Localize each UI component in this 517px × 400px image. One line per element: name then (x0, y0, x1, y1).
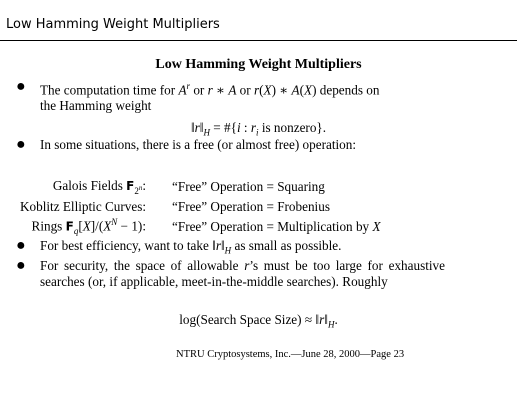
search-space-equation: log(Search Space Size) ≈ $‖r‖_H$. (179, 312, 338, 330)
bullet-dot: ● (16, 237, 26, 254)
bullet-dot: ● (16, 136, 26, 153)
header-divider (0, 40, 517, 41)
operation-value: “Free” Operation = Frobenius (172, 199, 330, 214)
operation-label: Koblitz Elliptic Curves: (20, 199, 146, 214)
table-row (20, 177, 381, 197)
bullet-3-text: For best efficiency, want to take $‖r‖_H$ as small as possible. (40, 238, 342, 256)
bullet-dot: ● (16, 78, 26, 95)
bullet-1-text: The computation time for $A^r$ or r ∗ A or r(X) ∗ A(X) depends on the Hamming weight (40, 81, 380, 114)
operation-value: “Free” Operation = Multiplication by X (172, 219, 381, 234)
bullet-4-text: For security, the space of allowable r’s must be too large for exhaustive searches (or, if applicable, meet-in-the-middle searches). Roughly (40, 258, 445, 289)
header-title: Low Hamming Weight Multipliers (6, 17, 220, 32)
operation-label: Rings $F_q[X]/(X^N - 1)$: (31, 217, 146, 237)
operation-value: “Free” Operation = Squaring (172, 179, 325, 194)
slide-title: Low Hamming Weight Multipliers (155, 57, 362, 72)
table-row (20, 197, 381, 217)
footer-text: NTRU Cryptosystems, Inc.—June 28, 2000—Page 23 (176, 349, 405, 360)
bullet-dot: ● (16, 257, 26, 274)
bullet-2-text: In some situations, there is a free (or almost free) operation: (40, 137, 357, 152)
free-operations-table (20, 177, 381, 237)
operation-label: Galois Fields $F_{2^n}$: (52, 178, 146, 196)
table-row (20, 217, 381, 237)
hamming-weight-equation: $‖r‖_H$ = #{i : $r_i$ is nonzero}. (190, 120, 327, 138)
